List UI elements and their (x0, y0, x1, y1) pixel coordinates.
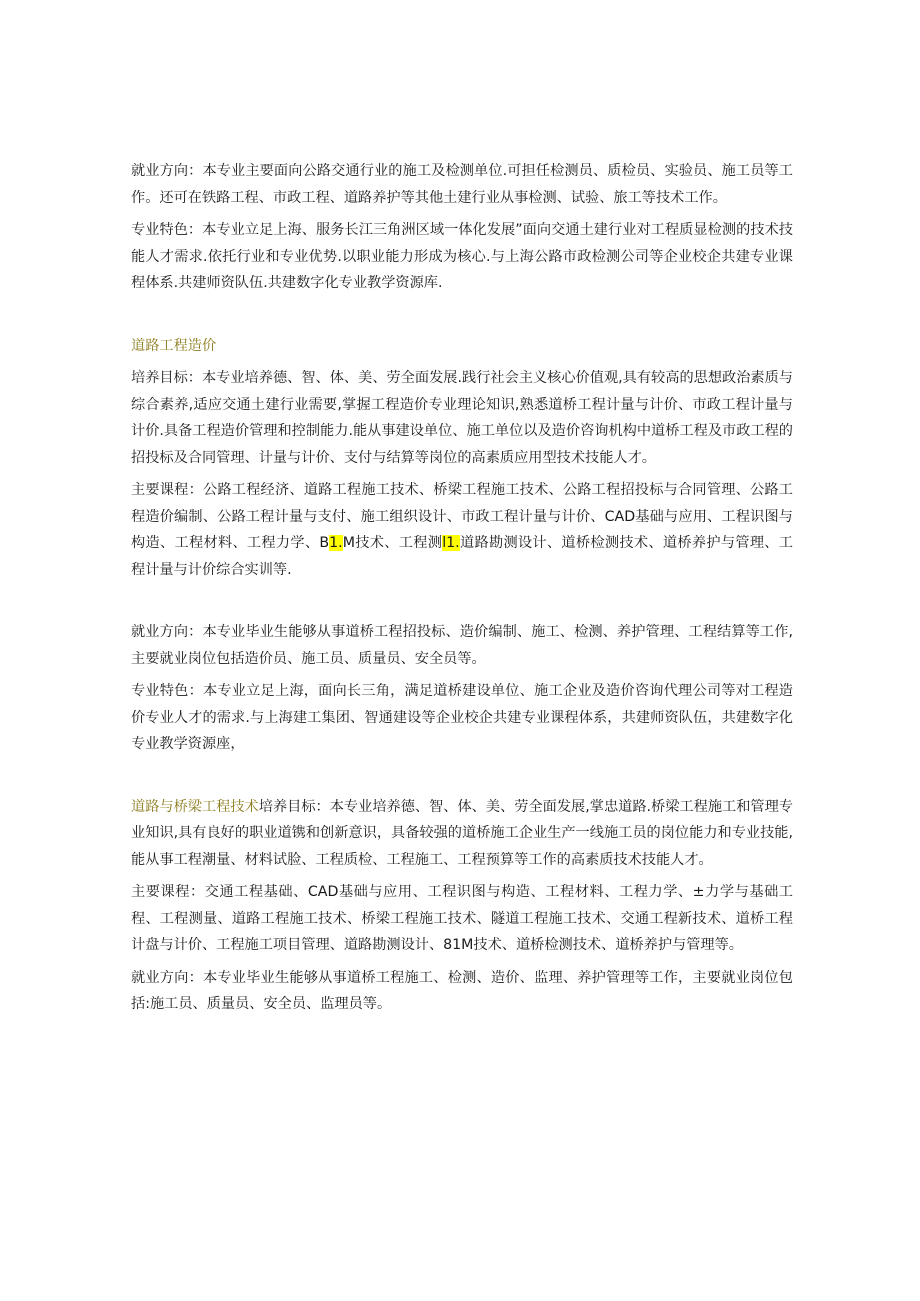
section2-features: 专业特色：本专业立足上海，面向长三角，满足道桥建设单位、施工企业及造价咨询代理公司等对工程造价专业人才的需求.与上海建工集团、智通建设等企业校企共建专业课程体系，共建师资队伍，共建数字化专业教学资源座， (131, 683, 793, 752)
section3-heading: 道路与桥梁工程技术 (131, 798, 259, 815)
document-page (131, 158, 793, 1018)
section2-courses-part-b: M技术、工程测 (342, 535, 443, 551)
section2-courses-part-a: 主要课程：公路工程经济、道路工程施工技术、桥梁工程施工技术、公路工程招投标与合同管理、公路工程造价编制、公路工程计量与支付、施工组织设计、市政工程计量与计价、CAD基础与应用、工程识图与构造、工程材料、工程力学、B (131, 482, 793, 551)
section2-heading: 道路工程造价 (131, 337, 217, 354)
section2-courses (131, 477, 793, 583)
section2-goal: 培养目标：本专业培养德、智、体、美、劳全面发展.践行社会主义核心价值观,具有较高的思想政治素质与综合素养,适应交通土建行业需要,掌握工程造价专业理论知识,熟悉道桥工程计量与计价、市政工程计量与计价.具备工程造价管理和控制能力.能从事建设单位、施工单位以及造价咨询机构中道桥工程及市政工程的招投标及合同管理、计量与计价、支付与结算等岗位的高素质应用型技术技能人才。 (131, 370, 793, 466)
highlight-mark-2: l1. (442, 535, 460, 551)
section1-employment: 就业方向：本专业主要面向公路交通行业的施工及检测单位.可担任检测员、质检员、实验员、施工员等工作。还可在铁路工程、市政工程、道路养护等其他土建行业从事检测、试验、旅工等技术工作。 (131, 163, 793, 206)
section3-goal: 培养目标：本专业培养德、智、体、美、劳全面发展,掌忠道路.桥梁工程施工和管理专业知识,具有良好的职业道镌和创新意识，具备较强的道桥施工企业生产一线施工员的岗位能力和专业技能,能从事工程潮量、材料试脸、工程质检、工程施工、工程预算等工作的高素质技术技能人才。 (131, 798, 793, 868)
section3-courses: 主要课程：交通工程基础、CAD基础与应用、工程识图与构造、工程材料、工程力学、±力学与基础工程、工程测量、道路工程施工技术、桥梁工程施工技术、隧道工程施工技术、交通工程新技术、道桥工程计盘与计价、工程施工项目管理、道路勘测设计、81M技术、道桥检测技术、道桥养护与管理等。 (131, 884, 793, 953)
section1-features: 专业特色：本专业立足上海、服务长江三角洲区域一体化发展”面向交通土建行业对工程质显检测的技术技能人才需求.依托行业和专业优势.以职业能力形成为核心.与上海公路市政检测公司等企业校企共建专业课程体系.共建师资队伍.共建数字化专业教学资源库. (131, 222, 793, 291)
section3-employment: 就业方向：本专业毕业生能够从事道桥工程施工、检测、造价、监理、养护管理等工作，主要就业岗位包括:施工员、质量员、安全员、监理员等。 (131, 969, 793, 1012)
section2-courses-part-c: 道路勘测设计、道桥检测技术、道桥养护与管理、工程计量与计价综合实训等. (131, 535, 793, 578)
section3-goal-paragraph (131, 794, 793, 874)
section2-employment: 就业方向：本专业毕业生能够从事道桥工程招投标、造价编制、施工、检测、养护管理、工程结算等工作,主要就业岗位包括造价员、施工员、质量员、安全员等。 (131, 624, 793, 667)
highlight-mark-1: 1. (329, 535, 343, 551)
